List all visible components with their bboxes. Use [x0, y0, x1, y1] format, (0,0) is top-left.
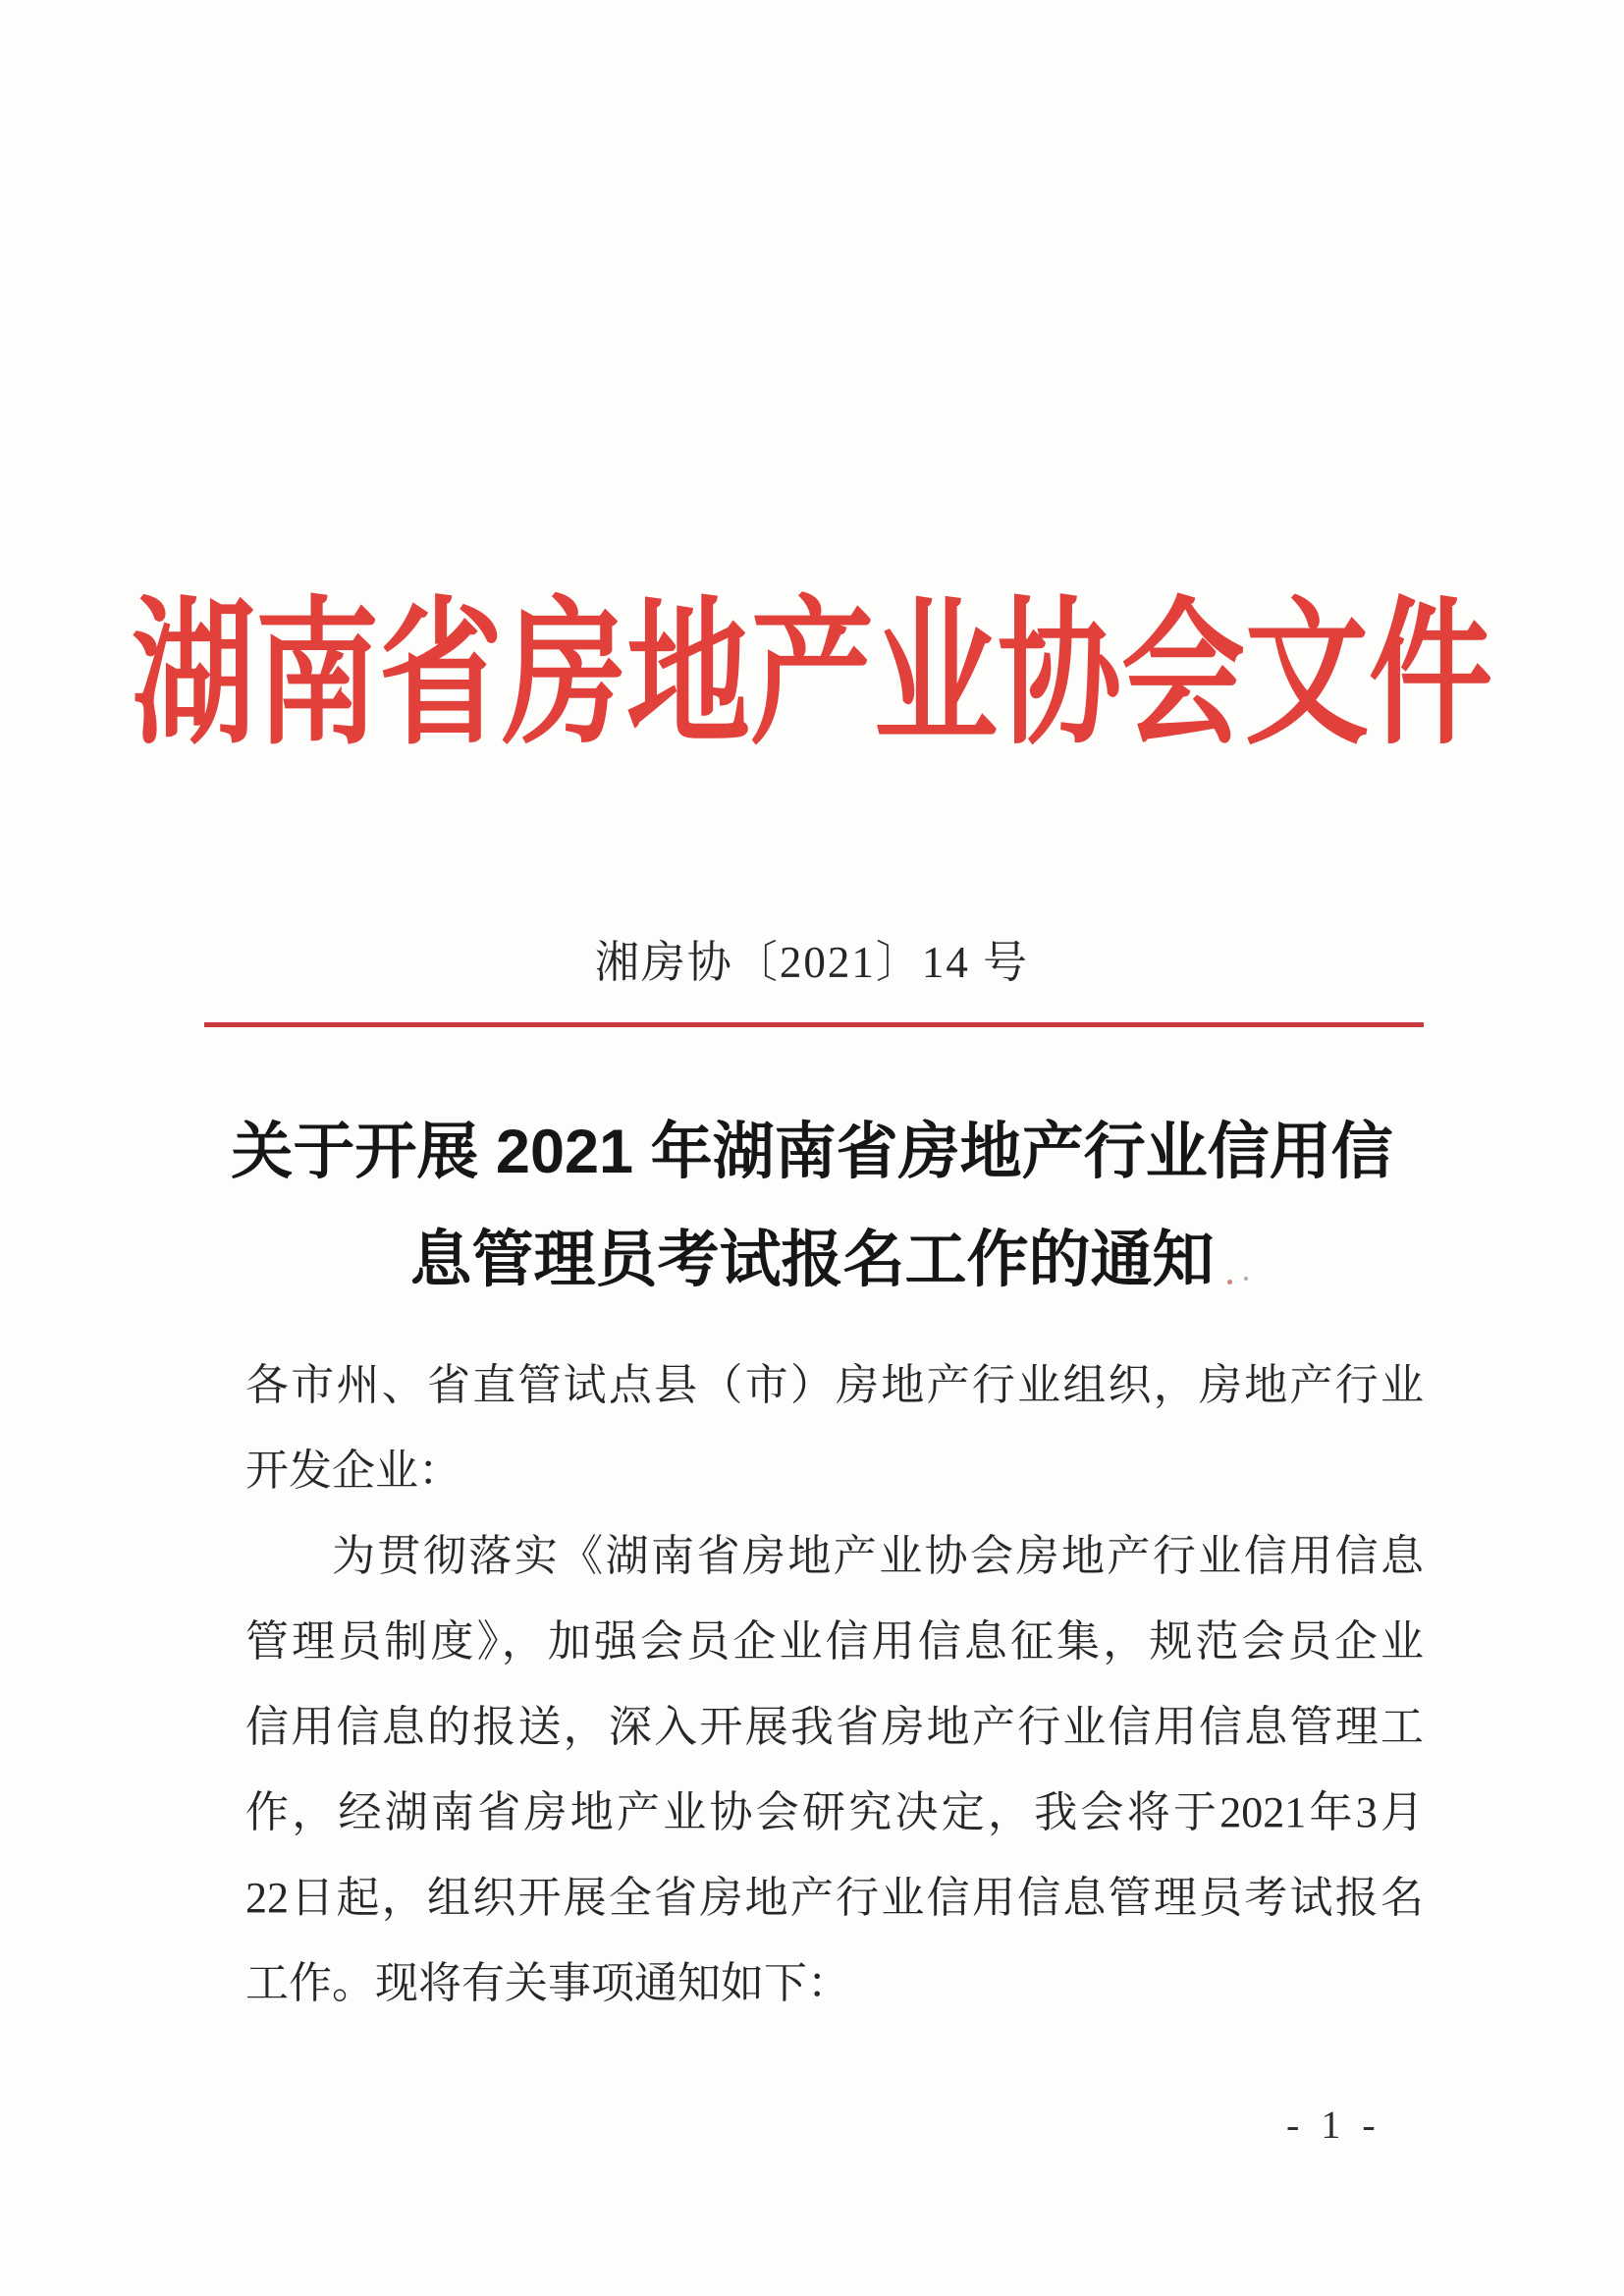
doc-number: 湘房协〔2021〕14 号 — [594, 938, 1030, 987]
notice-title-line2: 息管理员考试报名工作的通知 — [409, 1226, 1215, 1294]
scan-speck — [1244, 1277, 1248, 1281]
body-line-paragraph-3: 信用信息的报送，深入开展我省房地产行业信用信息管理工 — [245, 1703, 1424, 1751]
red-divider-rule — [204, 1022, 1424, 1027]
document-body — [245, 1342, 1424, 2026]
scan-speck — [1227, 1280, 1232, 1285]
body-line-paragraph-4: 作，经湖南省房地产业协会研究决定，我会将于2021年3月 — [245, 1788, 1424, 1836]
body-line-paragraph-1: 为贯彻落实《湖南省房地产业协会房地产行业信用信息 — [332, 1532, 1424, 1580]
masthead-title: 湖南省房地产业协会文件 — [132, 589, 1492, 764]
body-line-salutation-2: 开发企业： — [245, 1447, 461, 1495]
body-line-paragraph-2: 管理员制度》，加强会员企业信用信息征集，规范会员企业 — [245, 1617, 1424, 1666]
body-line-paragraph-5: 22日起，组织开展全省房地产行业信用信息管理员考试报名 — [245, 1874, 1424, 1922]
notice-title-line1: 关于开展 2021 年湖南省房地产行业信用信 — [231, 1118, 1393, 1186]
notice-title — [0, 1098, 1624, 1314]
body-line-salutation-1: 各市州、省直管试点县（市）房地产行业组织，房地产行业 — [245, 1361, 1424, 1409]
body-line-paragraph-6: 工作。现将有关事项通知如下： — [245, 1959, 850, 2007]
page-number: - 1 - — [1286, 2103, 1381, 2147]
